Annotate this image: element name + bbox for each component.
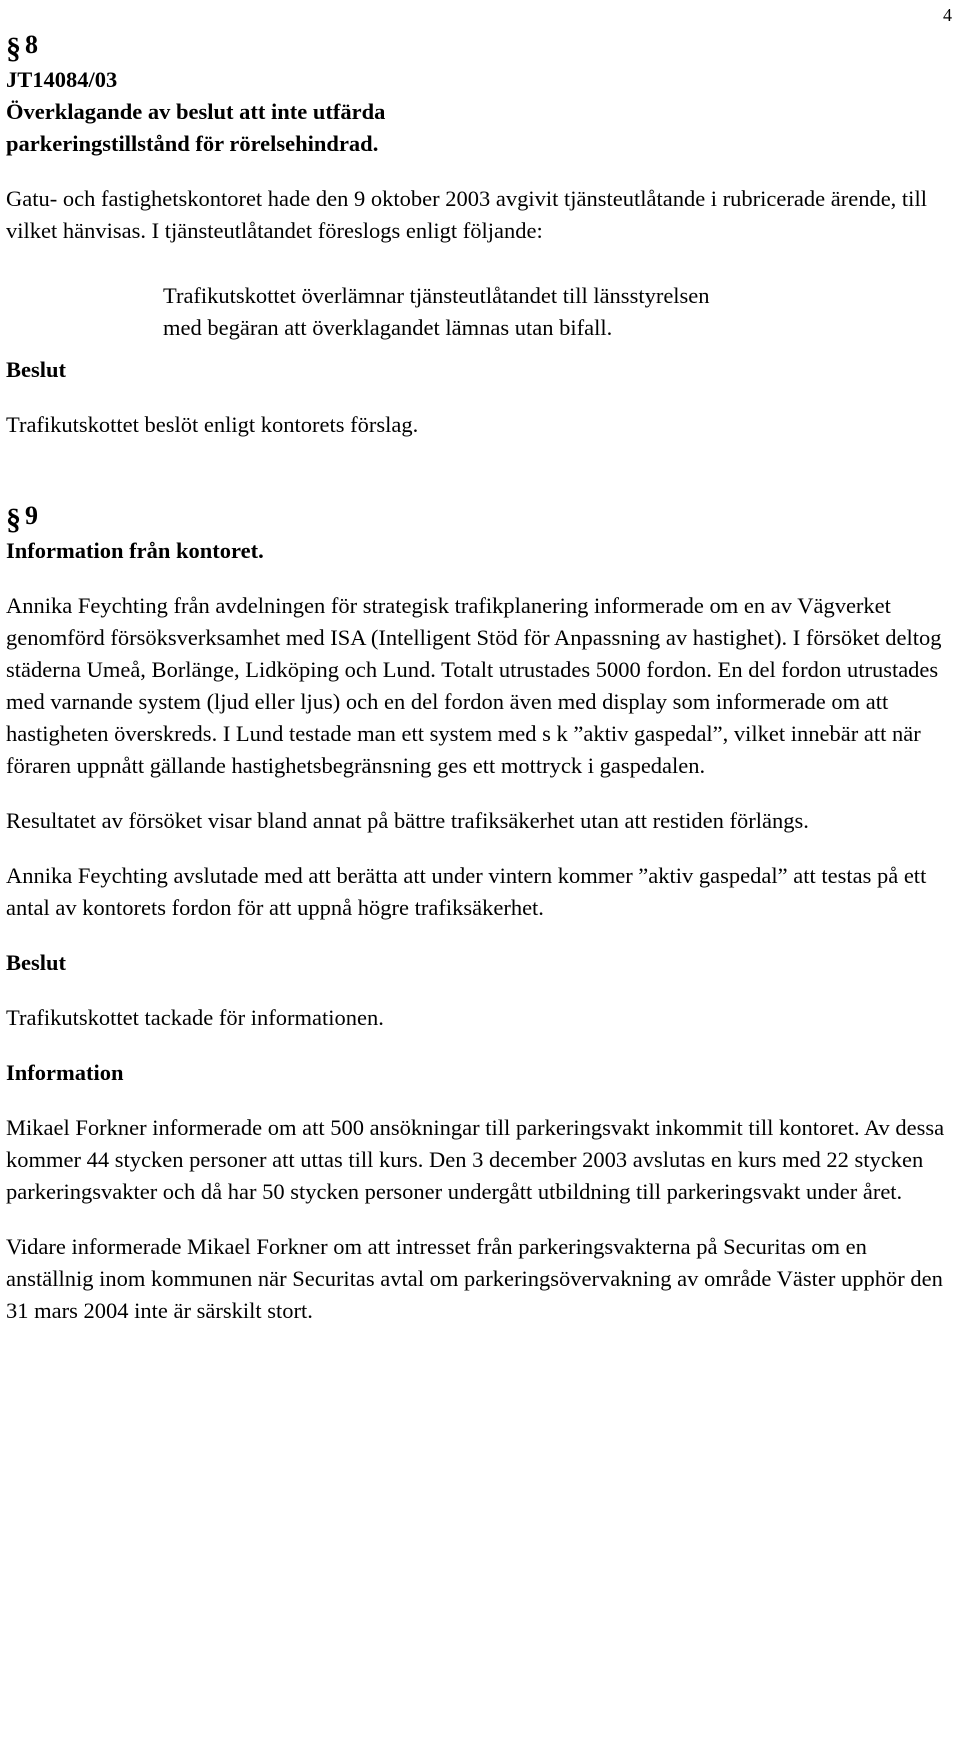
decision-heading: Beslut — [6, 950, 67, 975]
page-number: 4 — [943, 5, 952, 25]
section-title: Information från kontoret. — [6, 538, 264, 563]
section-title-line1: Överklagande av beslut att inte utfärda — [6, 99, 386, 124]
section-9-header — [6, 501, 950, 535]
section-symbol: § — [6, 32, 21, 65]
decision-heading: Beslut — [6, 357, 67, 382]
decision-text: Trafikutskottet beslöt enligt kontorets förslag. — [6, 412, 419, 437]
section-title-line2: parkeringstillstånd för rörelsehindrad. — [6, 131, 379, 156]
paragraph-result: Resultatet av försöket visar bland annat på bättre trafiksäkerhet utan att restiden förlängs. — [6, 808, 809, 833]
paragraph-winter-test: Annika Feychting avslutade med att berätta att under vintern kommer ”aktiv gaspedal” att testas på ett antal av kontorets fordon för att uppnå högre trafiksäkerhet. — [6, 863, 927, 920]
paragraph-parking-applications: Mikael Forkner informerade om att 500 ansökningar till parkeringsvakt inkommit till kontoret. Av dessa kommer 44 stycken personer att uttas till kurs. Den 3 december 2003 avslutas en kurs med 22 stycken parkeringsvakter och då har 50 stycken personer undergått utbildning till parkeringsvakt under året. — [6, 1115, 945, 1204]
case-id: JT14084/03 — [6, 67, 118, 92]
intro-paragraph: Gatu- och fastighetskontoret hade den 9 oktober 2003 avgivit tjänsteutlåtande i rubricerade ärende, till vilket hänvisas. I tjänsteutlåtandet föreslogs enligt följande: — [6, 186, 927, 243]
section-symbol: § — [6, 503, 21, 536]
paragraph-securitas: Vidare informerade Mikael Forkner om att intresset från parkeringsvakterna på Securitas om en anställnig inom kommunen när Securitas avtal om parkeringsövervakning av område Väster upphör den 31 mars 2004 inte är särskilt stort. — [6, 1234, 943, 1323]
section-number: 8 — [25, 30, 38, 59]
decision-text: Trafikutskottet tackade för informationen. — [6, 1005, 384, 1030]
information-heading: Information — [6, 1060, 124, 1085]
paragraph-isa: Annika Feychting från avdelningen för strategisk trafikplanering informerade om en av Vägverket genomförd försöksverksamhet med ISA (Intelligent Stöd för Anpassning av hastighet). I försöket deltog städerna Umeå, Borlänge, Lidköping och Lund. Totalt utrustades 5000 fordon. En del fordon utrustades med varnande system (ljud eller ljus) och en del fordon även med display som informerade om att hastigheten överskreds. I Lund testade man ett system med s k ”aktiv gaspedal”, vilket innebär att när föraren uppnått gällande hastighetsbegränsning ges ett mottryck i gaspedalen. — [6, 593, 942, 778]
section-number: 9 — [25, 501, 38, 530]
document-body — [6, 30, 950, 1327]
section-8-header — [6, 30, 950, 64]
proposal-quote: Trafikutskottet överlämnar tjänsteutlåtandet till länsstyrelsen med begäran att överklagandet lämnas utan bifall. — [163, 283, 710, 340]
